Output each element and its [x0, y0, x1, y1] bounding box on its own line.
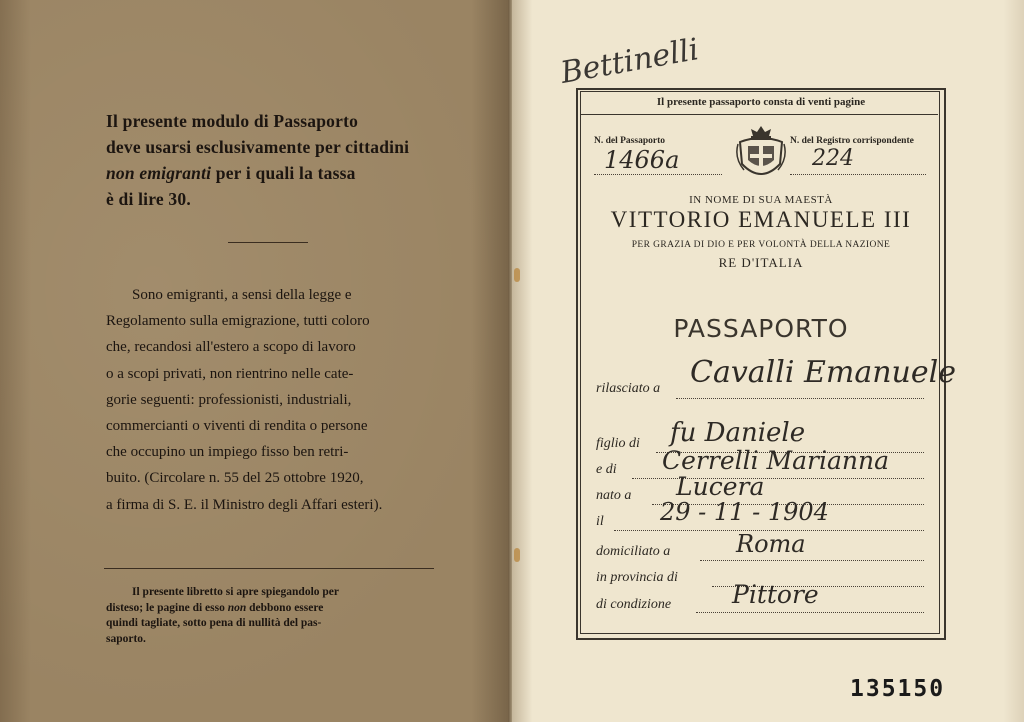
emigrant-definition	[106, 282, 436, 518]
small-line	[106, 601, 436, 617]
mother-label: e di	[596, 462, 617, 477]
booklet-notice	[106, 585, 436, 647]
dotted-line	[676, 398, 924, 399]
divider-short	[228, 242, 308, 243]
body-line: buito. (Circolare n. 55 del 25 ottobre 1920,	[106, 470, 364, 487]
register-number-value: 224	[812, 146, 854, 171]
king-name: VITTORIO EMANUELE III	[610, 207, 912, 232]
fee-notice	[106, 108, 436, 212]
father-value: fu Daniele	[670, 418, 806, 448]
body-line: a firma di S. E. il Ministro degli Affari esteri).	[106, 496, 383, 513]
body-line: che, recandosi all'estero a scopo di lavoro	[106, 339, 356, 356]
notice-line-tail: per i quali la tassa	[215, 163, 356, 183]
body-line: gorie seguenti: professionisti, industriali,	[106, 391, 352, 408]
small-line-part: disteso; le pagine di esso	[106, 601, 225, 614]
notice-line: deve usarsi esclusivamente per cittadini	[106, 137, 410, 157]
occupation-label: di condizione	[596, 597, 672, 612]
body-line: o a scopi privati, non rientrino nelle cate-	[106, 365, 354, 382]
binding-mark	[514, 268, 520, 282]
dotted-line	[594, 174, 722, 175]
serial-number: 135150	[850, 676, 946, 702]
birthdate-value: 29 - 11 - 1904	[660, 498, 829, 526]
dotted-line	[696, 612, 924, 613]
birthplace-label: nato a	[596, 488, 632, 503]
birthplace-value: Lucera	[676, 472, 765, 501]
occupation-value: Pittore	[732, 580, 819, 609]
register-number-label: N. del Registro corrispondente	[790, 136, 914, 146]
domicile-value: Roma	[736, 530, 806, 558]
small-line: Il presente libretto si apre spiegandolo per	[132, 586, 339, 598]
issued-to-label: rilasciato a	[596, 381, 661, 396]
domicile-label: domiciliato a	[596, 544, 671, 559]
binding-mark	[514, 548, 520, 562]
pages-note: Il presente passaporto consta di venti pagine	[656, 96, 866, 108]
passport-number-value: 1466a	[604, 146, 680, 174]
body-line: che occupino un impiego fisso ben retri-	[106, 444, 349, 461]
small-line-part: debbono essere	[249, 601, 324, 614]
passport-number-label: N. del Passaporto	[594, 136, 665, 146]
notice-line: Il presente modulo di Passaporto	[106, 111, 359, 131]
small-line: saporto.	[106, 632, 146, 645]
non-emigranti-emphasis: non emigranti	[106, 163, 212, 183]
province-label: in provincia di	[596, 570, 678, 585]
official-signature: Bettinelli	[558, 32, 702, 91]
royal-crest-icon	[734, 124, 788, 186]
body-line: Sono emigranti, a sensi della legge e	[132, 287, 352, 303]
divider	[580, 114, 938, 115]
royal-title: RE D'ITALIA	[718, 255, 804, 270]
birthdate-label: il	[596, 514, 604, 529]
notice-line	[106, 160, 436, 186]
non-emphasis: non	[227, 601, 247, 614]
royal-preamble: IN NOME DI SUA MAESTÀ	[689, 194, 833, 206]
royal-formula: PER GRAZIA DI DIO E PER VOLONTÀ DELLA NAZIONE	[631, 240, 891, 250]
notice-line: è di lire 30.	[106, 189, 191, 209]
small-line: quindi tagliate, sotto pena di nullità del pas-	[106, 617, 322, 629]
father-label: figlio di	[596, 436, 640, 451]
issued-to-value: Cavalli Emanuele	[690, 355, 956, 390]
divider-long	[104, 568, 434, 569]
dotted-line	[790, 174, 926, 175]
document-title: PASSAPORTO	[673, 314, 849, 343]
mother-value: Cerrelli Marianna	[662, 446, 890, 475]
body-line: commercianti o viventi di rendita o persone	[106, 418, 368, 435]
dotted-line	[700, 560, 924, 561]
body-line: Regolamento sulla emigrazione, tutti coloro	[106, 313, 370, 330]
